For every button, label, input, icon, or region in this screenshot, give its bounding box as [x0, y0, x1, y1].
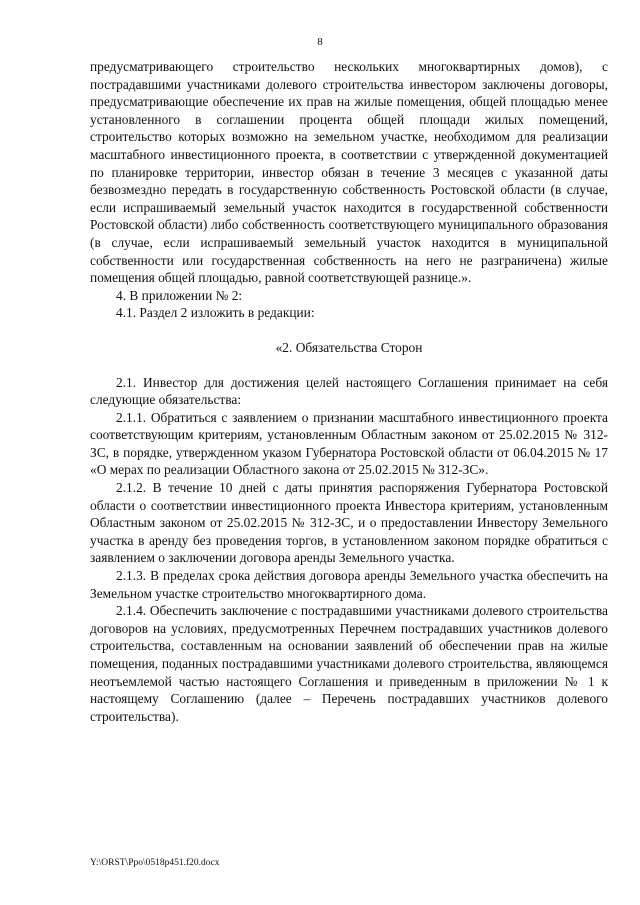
- paragraph-2-1: 2.1. Инвестор для достижения целей настоящего Соглашения принимает на себя следующие обязательства:: [90, 374, 608, 408]
- paragraph-2-1-2: 2.1.2. В течение 10 дней с даты принятия распоряжения Губернатора Ростовской области о соответствии инвестиционного проекта Инвестора критериям, установленным Областным законом от 25.02.2015 № 312-ЗС, и о предоставлении Инвестору Земельного участка в аренду без проведения торгов, в установленном законом порядке обратиться с заявлением о заключении договора аренды Земельного участка.: [90, 480, 608, 566]
- paragraph-continuation: предусматривающего строительство нескольких многоквартирных домов), с пострадавшими участниками долевого строительства инвестором заключены договоры, предусматривающие обеспечение их прав на жилые помещения, общей площадью менее установленного в соглашении процента общей площади жилых помещений, строительство которых возможно на земельном участке, необходимом для реализации масштабного инвестиционного проекта, в соответствии с утвержденной документацией по планировке территории, инвестор обязан в течение 3 месяцев с указанной даты безвозмездно передать в государственную собственность Ростовской области (в случае, если испрашиваемый земельный участок находится в государственной собственности Ростовской области) либо собственность соответствующего муниципального образования (в случае, если испрашиваемый земельный участок находится в муниципальной собственности или государственная собственность на него не разграничена) жилые помещения общей площадью, равной соответствующей разнице.».: [90, 59, 608, 286]
- paragraph-2-1-3: 2.1.3. В пределах срока действия договора аренды Земельного участка обеспечить на Земельном участке строительство многоквартирного дома.: [90, 568, 608, 601]
- footer-file-path: Y:\ORST\Ppo\0518p451.f20.docx: [90, 858, 220, 868]
- paragraph-item-4-1: 4.1. Раздел 2 изложить в редакции:: [116, 305, 315, 321]
- section-heading: «2. Обязательства Сторон: [275, 339, 423, 355]
- paragraph-2-1-1: 2.1.1. Обратиться с заявлением о признании масштабного инвестиционного проекта соответствующим критериям, установленным Областным законом от 25.02.2015 № 312-ЗС, в порядке, утвержденном указом Губернатора Ростовской области от 06.04.2015 № 17 «О мерах по реализации Областного закона от 25.02.2015 № 312-ЗС».: [90, 409, 608, 478]
- document-body: [90, 58, 608, 725]
- paragraph-2-1-4: 2.1.4. Обеспечить заключение с пострадавшими участниками долевого строительства договоров на условиях, предусмотренных Перечнем пострадавших участников долевого строительства, составленным на основании заявлений об обеспечении прав на жилые помещения, поданных пострадавшими участниками долевого строительства, являющемся неотъемлемой частью настоящего Соглашения и приведенным в приложении № 1 к настоящему Соглашению (далее – Перечень пострадавших участников долевого строительства).: [90, 603, 608, 724]
- page-number: 8: [317, 36, 323, 48]
- paragraph-item-4: 4. В приложении № 2:: [116, 287, 243, 303]
